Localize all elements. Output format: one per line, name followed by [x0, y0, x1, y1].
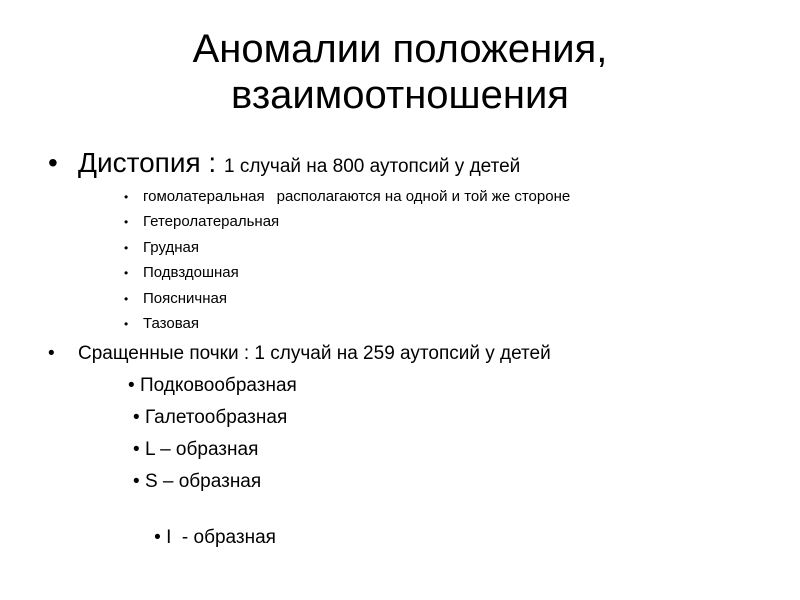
bullet-icon: •: [124, 292, 129, 306]
sub-bullet-label: Подковообразная: [139, 375, 297, 396]
sub-bullet-disc: [133, 406, 287, 430]
bullet-icon: •: [133, 407, 140, 428]
sub-bullet-s-shaped: [133, 470, 261, 494]
bullet-icon: •: [48, 343, 55, 364]
sub-bullet-l-shaped: [133, 438, 258, 462]
bullet-dystopia: [48, 146, 520, 184]
bullet-icon: •: [133, 471, 140, 492]
sub-bullet-label: Подвздошная: [143, 264, 239, 281]
dystopia-detail: 1 случай на 800 аутопсий у детей: [224, 156, 521, 177]
sub-bullet-label: Поясничная: [143, 290, 227, 307]
sub-bullet-label: L – образная: [144, 439, 259, 460]
sub-bullet-iliac: [124, 263, 239, 283]
sub-bullet-lumbar: [124, 289, 227, 309]
sub-bullet-label: гомолатеральная: [143, 188, 265, 205]
title-line-2: взаимоотношения: [231, 73, 569, 117]
sub-bullet-label: Галетообразная: [144, 407, 288, 428]
sub-bullet-label: S – образная: [144, 471, 262, 492]
slide-title: [0, 26, 800, 118]
bullet-icon: •: [133, 439, 140, 460]
dystopia-label: Дистопия :: [78, 147, 217, 178]
sub-bullet-label: Гетеролатеральная: [143, 213, 280, 230]
sub-bullet-note: располагаются на одной и той же стороне: [276, 188, 571, 205]
sub-bullet-heterolateral: [124, 212, 279, 232]
bullet-icon: •: [154, 527, 161, 548]
sub-bullet-label: Грудная: [143, 239, 199, 256]
sub-bullet-horseshoe: [128, 374, 297, 398]
sub-bullet-label: I - образная: [166, 527, 276, 548]
bullet-icon: •: [124, 317, 129, 331]
sub-bullet-label: Тазовая: [143, 315, 199, 332]
fused-label: Сращенные почки : 1 случай на 259 аутопсий у детей: [78, 343, 551, 364]
bullet-icon: •: [124, 241, 129, 255]
bullet-icon: •: [124, 190, 129, 204]
sub-bullet-homolateral: [124, 187, 570, 207]
sub-bullet-thoracic: [124, 238, 199, 258]
bullet-icon: •: [48, 147, 58, 178]
sub-bullet-i-shaped: [133, 502, 276, 574]
bullet-icon: •: [124, 215, 129, 229]
sub-bullet-pelvic: [124, 314, 199, 334]
title-line-1: Аномалии положения,: [192, 27, 608, 71]
bullet-icon: •: [128, 375, 135, 396]
bullet-fused-kidneys: [48, 342, 551, 366]
bullet-icon: •: [124, 266, 129, 280]
